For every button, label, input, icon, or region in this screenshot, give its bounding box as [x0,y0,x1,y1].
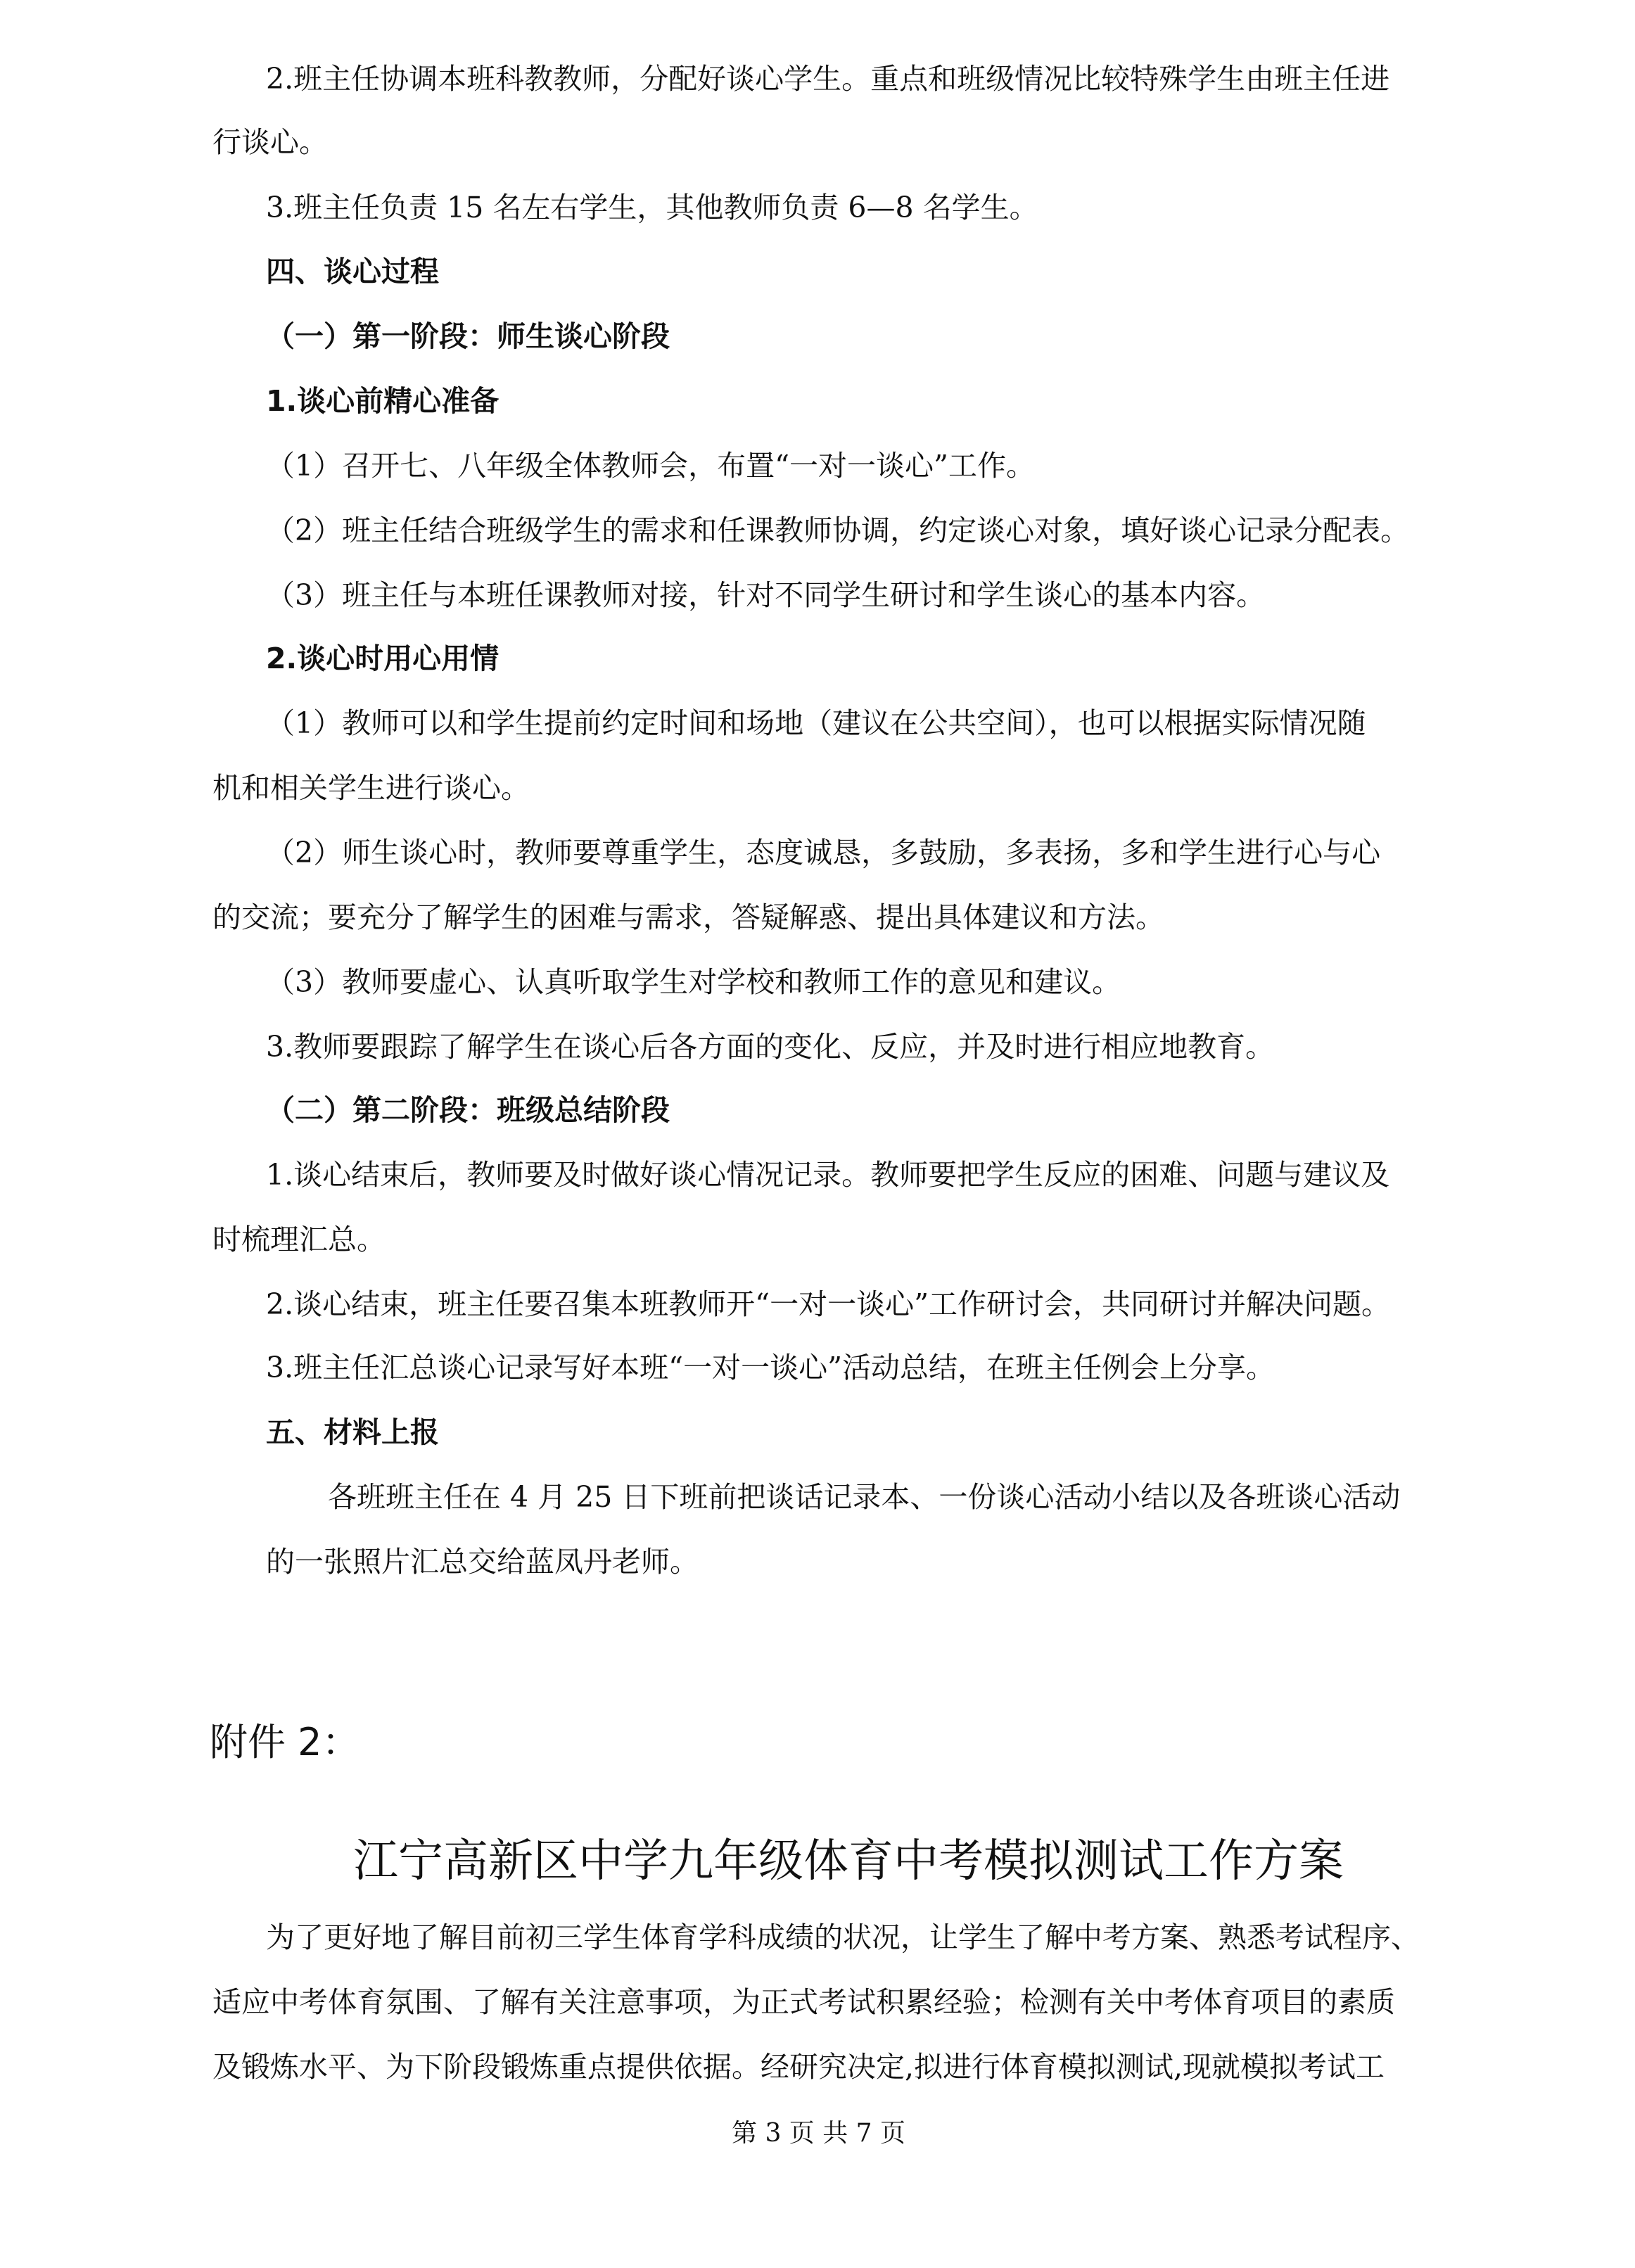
during-item-2-line-1: （2）师生谈心时，教师要尊重学生，态度诚恳，多鼓励，多表扬，多和学生进行心与心 [266,836,1381,869]
during-heading: 2.谈心时用心用情 [266,642,500,675]
page-number-footer: 第 3 页 共 7 页 [732,2119,906,2148]
summary-item-1-line-1: 1.谈心结束后，教师要及时做好谈心情况记录。教师要把学生反应的困难、问题与建议及 [266,1158,1390,1192]
summary-item-1-line-2: 时梳理汇总。 [212,1223,386,1256]
stage-2-heading: （二）第二阶段：班级总结阶段 [266,1093,670,1127]
during-item-2-line-2: 的交流；要充分了解学生的困难与需求，答疑解惑、提出具体建议和方法。 [212,900,1164,934]
summary-item-3: 3.班主任汇总谈心记录写好本班“一对一谈心”活动总结，在班主任例会上分享。 [266,1351,1275,1384]
attachment-title: 江宁高新区中学九年级体育中考模拟测试工作方案 [353,1835,1344,1887]
follow-up-item: 3.教师要跟踪了解学生在谈心后各方面的变化、反应，并及时进行相应地教育。 [266,1030,1275,1064]
summary-item-2: 2.谈心结束，班主任要召集本班教师开“一对一谈心”工作研讨会，共同研讨并解决问题。 [266,1287,1391,1321]
prep-item-1: （1）召开七、八年级全体教师会，布置“一对一谈心”工作。 [266,449,1036,483]
section-five-body-line-1: 各班班主任在 4 月 25 日下班前把谈话记录本、一份谈心活动小结以及各班谈心活动 [328,1480,1401,1514]
attachment-intro-line-2: 适应中考体育氛围、了解有关注意事项，为正式考试积累经验；检测有关中考体育项目的素质 [212,1985,1395,2019]
stage-1-heading: （一）第一阶段：师生谈心阶段 [266,319,670,353]
item-2-line-1: 2.班主任协调本班科教教师，分配好谈心学生。重点和班级情况比较特殊学生由班主任进 [266,62,1390,96]
attachment-label: 附件 2： [210,1720,360,1764]
section-five-body-line-2: 的一张照片汇总交给蓝凤丹老师。 [266,1545,699,1579]
during-item-1-line-1: （1）教师可以和学生提前约定时间和场地（建议在公共空间），也可以根据实际情况随 [266,706,1366,740]
attachment-intro-line-1: 为了更好地了解目前初三学生体育学科成绩的状况，让学生了解中考方案、熟悉考试程序、 [266,1920,1420,1954]
item-2-line-2: 行谈心。 [212,125,328,159]
attachment-intro-line-3: 及锻炼水平、为下阶段锻炼重点提供依据。经研究决定,拟进行体育模拟测试,现就模拟考试工 [212,2050,1385,2084]
prep-heading: 1.谈心前精心准备 [266,384,500,418]
prep-item-2: （2）班主任结合班级学生的需求和任课教师协调，约定谈心对象，填好谈心记录分配表。 [266,514,1410,547]
prep-item-3: （3）班主任与本班任课教师对接，针对不同学生研讨和学生谈心的基本内容。 [266,578,1266,612]
during-item-1-line-2: 机和相关学生进行谈心。 [212,771,530,805]
section-five-heading: 五、材料上报 [266,1415,439,1449]
item-3: 3.班主任负责 15 名左右学生，其他教师负责 6—8 名学生。 [266,191,1038,224]
during-item-3: （3）教师要虚心、认真听取学生对学校和教师工作的意见和建议。 [266,965,1121,999]
section-four-heading: 四、谈心过程 [266,255,439,288]
